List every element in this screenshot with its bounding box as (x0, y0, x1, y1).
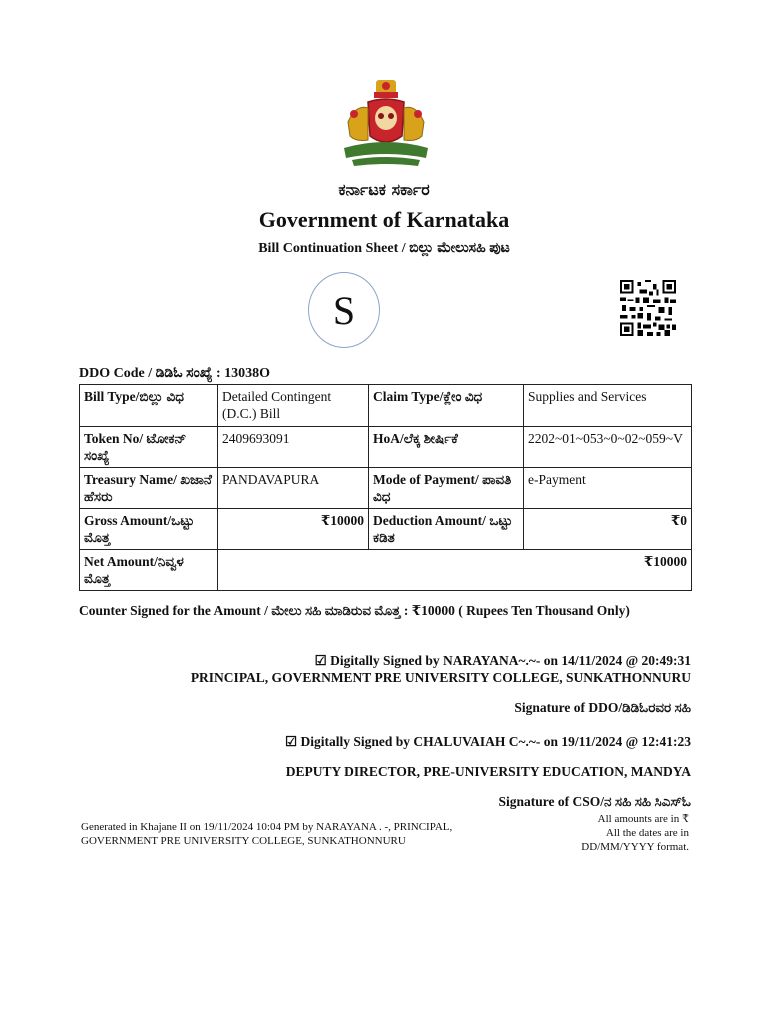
cso-signature-caption: Signature of CSO/ನ ಸಹಿ ಸಹಿ ಸಿಎಸ್ಓ (498, 794, 691, 809)
hoa-value: 2202~01~053~0~02~059~V (524, 427, 692, 468)
format-note (581, 812, 689, 854)
title-kannada: ಕರ್ನಾಟಕ ಸರ್ಕಾರ (338, 180, 430, 199)
first-digital-signature: ☑ Digitally Signed by NARAYANA~.~- on 14/11/2024 @ 20:49:31 (314, 653, 691, 668)
second-digital-signature: ☑ Digitally Signed by CHALUVAIAH C~.~- on 19/11/2024 @ 12:41:23 (285, 734, 691, 749)
table-row (80, 550, 692, 591)
treasury-label: Treasury Name/ ಖಜಾನೆ ಹೆಸರು (80, 468, 218, 509)
table-row (80, 509, 692, 550)
qr-code-icon (620, 280, 676, 336)
token-label: Token No/ ಟೋಕನ್ ಸಂಖ್ಯೆ (80, 427, 218, 468)
title-english: Government of Karnataka (258, 207, 510, 232)
token-value: 2409693091 (218, 427, 369, 468)
ddo-signature-caption: Signature of DDO/ಡಿಡಿಓರವರ ಸಹಿ (514, 700, 691, 715)
stamp-letter: S (332, 287, 356, 333)
ddo-code-label: DDO Code / ಡಿಡಿಓ ಸಂಖ್ಯೆ : (79, 366, 221, 381)
note-line-3: DD/MM/YYYY format. (581, 841, 689, 853)
mode-value: e-Payment (524, 468, 692, 509)
table-row (80, 468, 692, 509)
bill-type-label: Bill Type/ಬಿಲ್ಲು ವಿಧ (80, 385, 218, 427)
second-signer-role: DEPUTY DIRECTOR, PRE-UNIVERSITY EDUCATION, MANDYA (285, 764, 691, 779)
table-row (80, 385, 692, 427)
claim-type-value: Supplies and Services (524, 385, 692, 427)
generated-info (81, 820, 501, 848)
note-line-1: All amounts are in ₹ (597, 813, 689, 825)
ddo-code-value: 13038O (224, 366, 271, 381)
ddo-code-line (79, 366, 270, 382)
stamp-circle (308, 272, 380, 348)
karnataka-emblem-icon (338, 78, 434, 170)
first-signer-role: PRINCIPAL, GOVERNMENT PRE UNIVERSITY COLLEGE, SUNKATHONNURU (190, 670, 691, 685)
counter-signed-amount: Counter Signed for the Amount / ಮೇಲು ಸಹಿ ಮಾಡಿರುವ ಮೊತ್ತ : ₹10000 ( Rupees Ten Thousand Only) (79, 603, 630, 618)
treasury-value: PANDAVAPURA (218, 468, 369, 509)
mode-label: Mode of Payment/ ಪಾವತಿ ವಿಧ (369, 468, 524, 509)
net-amount-value: ₹10000 (218, 550, 692, 591)
note-line-2: All the dates are in (605, 827, 689, 839)
net-amount-label: Net Amount/ನಿವ್ವಳ ಮೊತ್ತ (80, 550, 218, 591)
generated-line-1: Generated in Khajane II on 19/11/2024 10:04 PM by NARAYANA . -, PRINCIPAL, (81, 821, 453, 833)
deduction-amount-label: Deduction Amount/ ಒಟ್ಟು ಕಡಿತ (369, 509, 524, 550)
hoa-label: HoA/ಲೆಕ್ಕ ಶೀರ್ಷಿಕೆ (369, 427, 524, 468)
gross-amount-value: ₹10000 (218, 509, 369, 550)
claim-type-label: Claim Type/ಕ್ಲೇಂ ವಿಧ (369, 385, 524, 427)
deduction-amount-value: ₹0 (524, 509, 692, 550)
subtitle: Bill Continuation Sheet / ಬಿಲ್ಲು ಮೇಲುಸಹಿ ಪುಟ (258, 241, 510, 256)
table-row (80, 427, 692, 468)
bill-details-table (79, 384, 692, 591)
generated-line-2: GOVERNMENT PRE UNIVERSITY COLLEGE, SUNKATHONNURU (81, 835, 406, 847)
bill-type-value: Detailed Contingent (D.C.) Bill (218, 385, 369, 427)
gross-amount-label: Gross Amount/ಒಟ್ಟು ಮೊತ್ತ (80, 509, 218, 550)
